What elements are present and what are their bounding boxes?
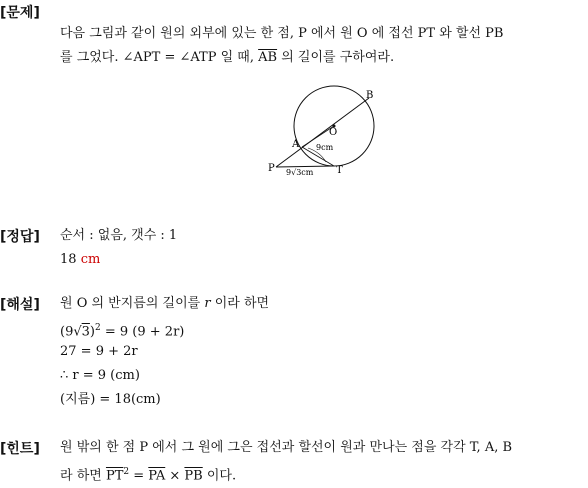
- answer-number: 18: [60, 252, 77, 267]
- solution-line-1: 원 O 의 반지름의 길이를 r 이라 하면: [60, 296, 270, 311]
- problem-text: [60, 22, 584, 70]
- answer-text: [60, 224, 584, 272]
- seg-pa: $\overline{PA}$: [148, 468, 166, 484]
- hint-line-2: 라 하면 $\overline{PT}^2 = \overline{PA} \times \overline{PB}$ 이다.: [60, 467, 237, 484]
- solution-text: [60, 292, 584, 412]
- label-t: T: [336, 165, 343, 176]
- seg-pt: $\overline{PT}$: [105, 468, 124, 484]
- label-o: O: [329, 127, 338, 138]
- solution-eq-1: $(9√3)^2 = 9$ (9 + 2r): [60, 323, 185, 340]
- solution-eq-3: ∴ r = 9 (cm): [60, 368, 140, 383]
- label-pt-length: 9√3cm: [286, 168, 314, 177]
- problem-tag: [문제]: [0, 5, 40, 21]
- problem-line-2-post: 의 길이를 구하여라.: [277, 50, 395, 65]
- geometry-figure: [266, 84, 386, 184]
- label-b: B: [366, 90, 374, 101]
- problem-line-2-pre: 를 그었다. ∠APT = ∠ATP 일 때,: [60, 50, 259, 65]
- answer-unit: cm: [80, 252, 101, 267]
- arc-ab: $\overline{AB}$: [258, 50, 278, 65]
- secant-pb: [276, 98, 369, 167]
- hint-line-1: 원 밖의 한 점 P 에서 그 원에 그은 접선과 할선이 원과 만나는 점을 각각 T, A, B: [60, 440, 513, 455]
- answer-tag: [정답]: [0, 229, 40, 245]
- label-p: P: [268, 163, 275, 174]
- label-9cm: 9cm: [316, 143, 334, 152]
- seg-pb: $\overline{PB}$: [184, 468, 203, 484]
- answer-value: [60, 248, 584, 272]
- problem-line-1: 다음 그림과 같이 원의 외부에 있는 한 점, P 에서 원 O 에 접선 PT 와 할선 PB: [60, 26, 504, 41]
- answer-line-1: 순서 : 없음, 갯수 : 1: [60, 228, 178, 243]
- label-a: A: [292, 139, 300, 150]
- solution-eq-4: (지름) = 18(cm): [60, 392, 161, 407]
- hint-tag: [힌트]: [0, 441, 40, 457]
- solution-tag: [해설]: [0, 297, 40, 313]
- hint-text: [60, 436, 584, 488]
- solution-eq-2: 27 = 9 + 2r: [60, 344, 138, 359]
- problem-line-2: [60, 46, 584, 70]
- tangent-pt: [276, 166, 334, 167]
